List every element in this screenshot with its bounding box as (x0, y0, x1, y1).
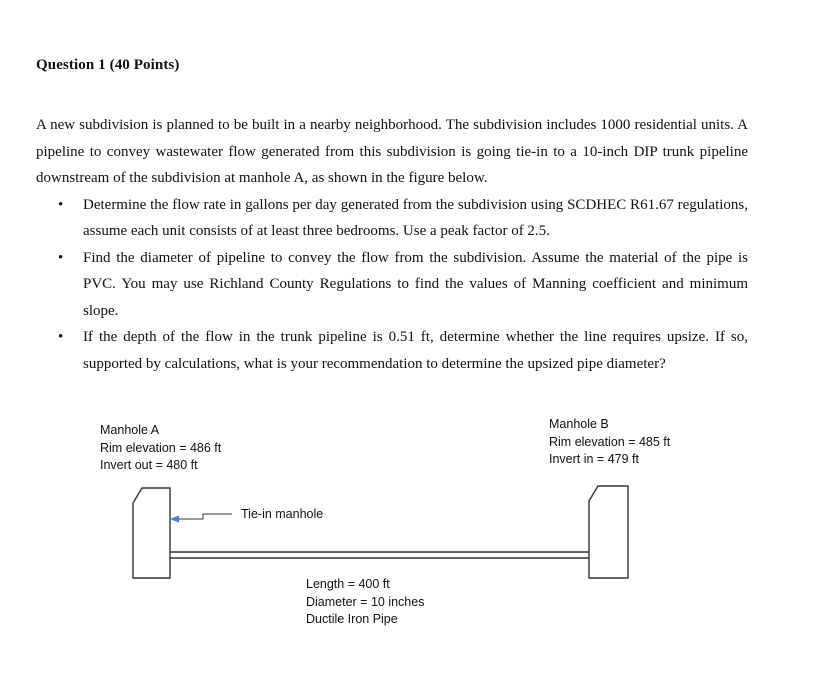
bullet-icon: • (58, 329, 64, 345)
manhole-a-invert: Invert out = 480 ft (100, 458, 198, 472)
task-text: If the depth of the flow in the trunk pipeline is 0.51 ft, determine whether the line requires upsize. If so, supported by calculations, what is your recommendation to determine the upsized pipe diameter? (83, 329, 748, 372)
tie-in-label: Tie-in manhole (241, 507, 324, 521)
intro-paragraph: A new subdivision is planned to be built in a nearby neighborhood. The subdivision includes 1000 residential units. A pipeline to convey wastewater flow generated from this subdivision is going tie-in to a 10-inch DIP trunk pipeline downstream of the subdivision at manhole A, as shown in the figure below. (36, 117, 748, 186)
manhole-a-rim: Rim elevation = 486 ft (100, 440, 222, 455)
manhole-a-shape (133, 488, 170, 578)
bullet-icon: • (58, 249, 64, 266)
manhole-b-invert: Invert in = 479 ft (549, 452, 639, 466)
pipe-length: Length = 400 ft (306, 577, 390, 591)
arrow-icon (170, 516, 179, 523)
manhole-a-name: Manhole A (100, 423, 160, 437)
tie-in-leader-line (177, 514, 232, 519)
pipe-material: Ductile Iron Pipe (306, 612, 398, 626)
question-title: Question 1 (40 Points) (36, 57, 180, 73)
manhole-b-rim: Rim elevation = 485 ft (549, 434, 671, 449)
task-text: Find the diameter of pipeline to convey the flow from the subdivision. Assume the material of the pipe is PVC. You may use Richland County Regulations to find the values of Manning coefficient and minimum slope. (83, 249, 748, 319)
manhole-b-name: Manhole B (549, 417, 609, 431)
pipe-diameter: Diameter = 10 inches (306, 594, 425, 609)
task-text: Determine the flow rate in gallons per day generated from the subdivision using SCDHEC R61.67 regulations, assume each unit consists of at least three bedrooms. Use a peak factor of 2.5. (83, 196, 748, 239)
bullet-icon: • (58, 196, 64, 213)
manhole-b-shape (589, 486, 628, 578)
